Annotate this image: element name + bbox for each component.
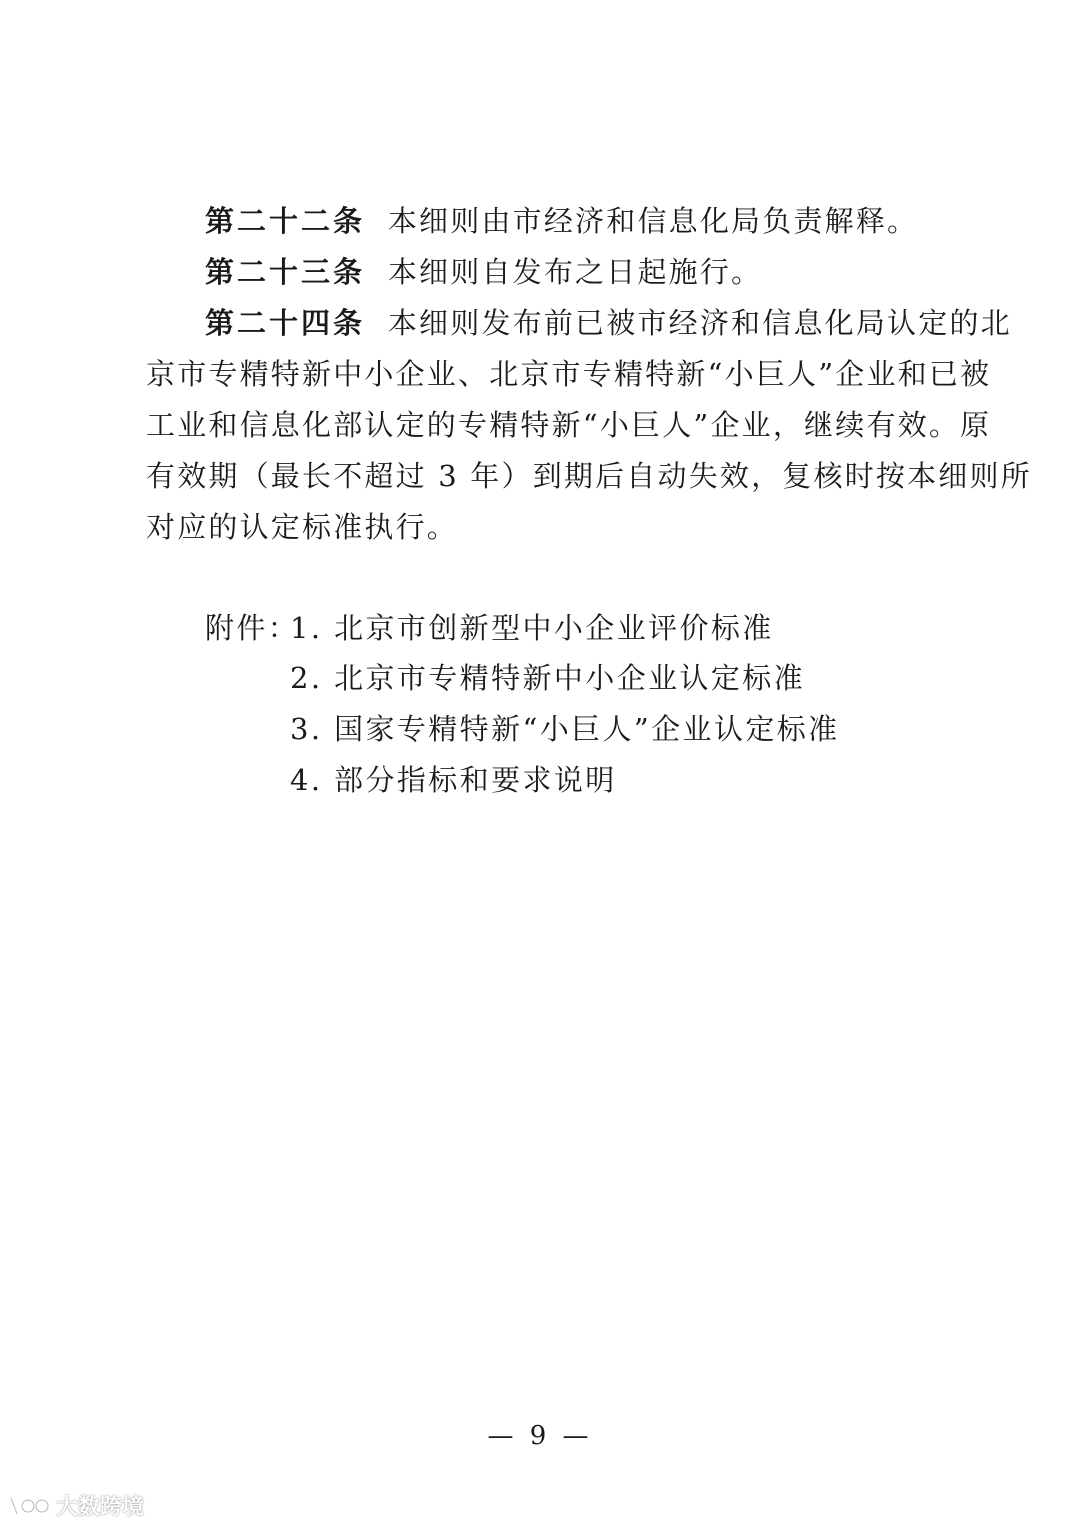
article-24-line-2: 京市专精特新中小企业、北京市专精特新“小巨人”企业和已被 <box>146 357 992 391</box>
attachment-item: 3. 国家专精特新“小巨人”企业认定标准 <box>290 712 840 746</box>
article-heading: 第二十四条 <box>205 306 366 340</box>
article-23 <box>205 252 762 292</box>
article-heading: 第二十二条 <box>205 204 366 238</box>
attachment-item: 2. 北京市专精特新中小企业认定标准 <box>290 661 806 695</box>
article-24-line-5: 对应的认定标准执行。 <box>146 510 459 544</box>
article-text: 本细则自发布之日起施行。 <box>387 255 763 289</box>
article-heading: 第二十三条 <box>205 255 366 289</box>
attachment-item: 4. 部分指标和要求说明 <box>290 763 617 797</box>
logo-icon <box>8 1494 52 1518</box>
article-24-line-1 <box>205 303 1012 343</box>
page-number: — 9 — <box>487 1421 593 1451</box>
article-22 <box>205 201 918 241</box>
watermark-text: 大数跨境 <box>56 1495 145 1520</box>
article-text: 本细则发布前已被市经济和信息化局认定的北 <box>387 306 1012 340</box>
article-text: 本细则由市经济和信息化局负责解释。 <box>387 204 919 238</box>
attachment-item: 1. 北京市创新型中小企业评价标准 <box>290 611 774 645</box>
attachments-label: 附件： <box>205 611 300 645</box>
article-24-line-4: 有效期（最长不超过 3 年）到期后自动失效，复核时按本细则所 <box>146 459 1032 493</box>
article-24-line-3: 工业和信息化部认定的专精特新“小巨人”企业，继续有效。原 <box>146 408 992 442</box>
watermark <box>8 1490 144 1521</box>
